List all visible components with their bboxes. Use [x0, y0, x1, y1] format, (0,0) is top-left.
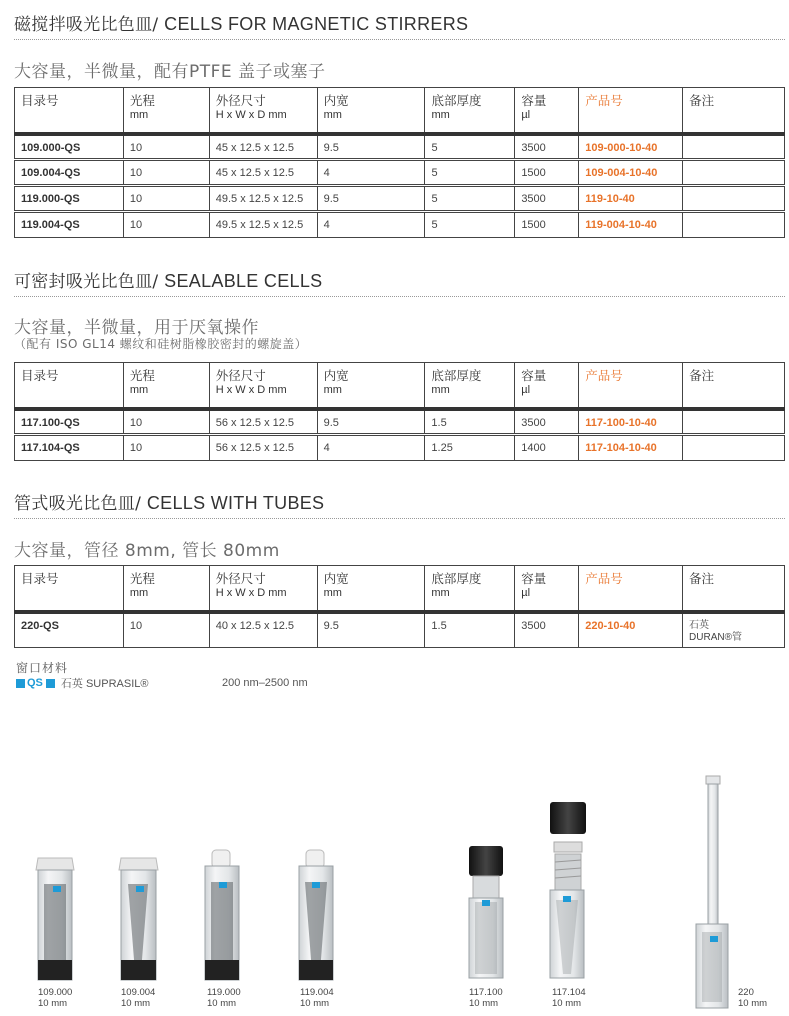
- header-cell: 光程 mm: [123, 363, 209, 409]
- section-subtitle: 大容量，半微量，配有PTFE 盖子或塞子: [14, 62, 326, 82]
- caption-117100: 117.100 10 mm: [469, 987, 503, 1009]
- table-row: 117.100-QS 10 56 x 12.5 x 12.5 9.5 1.5 3500 117-100-10-40: [15, 409, 785, 435]
- legend-code: QS: [27, 677, 43, 689]
- header-cell: 底部厚度 mm: [425, 88, 515, 134]
- legend-range: 200 nm–2500 nm: [222, 677, 308, 689]
- divider: [14, 518, 785, 519]
- section-title-en: CELLS WITH TUBES: [146, 493, 325, 513]
- header-cell: 产品号: [579, 363, 683, 409]
- table-row: 109.000-QS 10 45 x 12.5 x 12.5 9.5 5 3500 109-000-10-40: [15, 134, 785, 160]
- remark-cell: 石英 DURAN®管: [683, 612, 785, 648]
- cuvette-119004-image: [299, 850, 333, 980]
- header-cell: 外径尺寸 H x W x D mm: [209, 363, 317, 409]
- section-title-cn: 可密封吸光比色皿/: [14, 272, 159, 292]
- header-cell: 备注: [683, 363, 785, 409]
- cuvette-109004-image: [119, 858, 158, 980]
- caption-109004: 109.004 10 mm: [121, 987, 156, 1009]
- cuvette-220-image: [696, 776, 728, 1008]
- header-cell: 目录号: [15, 363, 124, 409]
- caption-117104: 117.104 10 mm: [552, 987, 586, 1009]
- header-cell: 底部厚度 mm: [425, 363, 515, 409]
- header-cell: 目录号: [15, 88, 124, 134]
- divider: [14, 39, 785, 40]
- product-images: [0, 760, 789, 1016]
- caption-119000: 119.000 10 mm: [207, 987, 241, 1009]
- header-cell: 目录号: [15, 566, 124, 612]
- legend: [16, 675, 148, 691]
- section-title-cn: 管式吸光比色皿/: [14, 494, 142, 514]
- qs-square-icon: [46, 679, 55, 688]
- qs-square-icon: [16, 679, 25, 688]
- header-cell: 容量 µl: [515, 88, 579, 134]
- section-title-magnetic: [14, 10, 468, 35]
- header-cell: 光程 mm: [123, 566, 209, 612]
- cuvette-109000-image: [36, 858, 74, 980]
- header-cell: 产品号: [579, 88, 683, 134]
- table-row: 119.004-QS 10 49.5 x 12.5 x 12.5 4 5 1500 119-004-10-40: [15, 212, 785, 238]
- section-subtitle: 大容量，半微量，用于厌氧操作: [14, 318, 259, 338]
- spec-table-sealable: [14, 362, 785, 461]
- header-cell: 外径尺寸 H x W x D mm: [209, 566, 317, 612]
- section-subtitle: 大容量，管径 8mm, 管长 80mm: [14, 541, 280, 561]
- section-title-sealable: [14, 267, 322, 292]
- header-cell: 产品号: [579, 566, 683, 612]
- header-cell: 内宽 mm: [317, 566, 425, 612]
- table-header-row: [15, 566, 785, 612]
- cuvette-117100-image: [469, 846, 503, 978]
- cuvette-117104-image: [550, 802, 586, 978]
- header-cell: 内宽 mm: [317, 88, 425, 134]
- header-cell: 备注: [683, 88, 785, 134]
- spec-table-tubes: [14, 565, 785, 648]
- legend-material: 石英 SUPRASIL®: [60, 678, 149, 690]
- divider: [14, 296, 785, 297]
- caption-109000: 109.000 10 mm: [38, 987, 73, 1009]
- table-row: 117.104-QS 10 56 x 12.5 x 12.5 4 1.25 1400 117-104-10-40: [15, 435, 785, 461]
- spec-table-magnetic: [14, 87, 785, 238]
- legend-title: 窗口材料: [16, 661, 69, 675]
- header-cell: 容量 µl: [515, 566, 579, 612]
- table-row: 220-QS 10 40 x 12.5 x 12.5 9.5 1.5 3500 220-10-40 石英 DURAN®管: [15, 612, 785, 648]
- header-cell: 光程 mm: [123, 88, 209, 134]
- section-note: （配有 ISO GL14 螺纹和硅树脂橡胶密封的螺旋盖）: [14, 337, 308, 351]
- table-header-row: [15, 363, 785, 409]
- section-title-tubes: [14, 489, 324, 514]
- header-cell: 外径尺寸 H x W x D mm: [209, 88, 317, 134]
- header-cell: 备注: [683, 566, 785, 612]
- section-title-en: CELLS FOR MAGNETIC STIRRERS: [164, 14, 469, 34]
- table-header-row: [15, 88, 785, 134]
- section-title-cn: 磁搅拌吸光比色皿/: [14, 15, 159, 35]
- caption-220: 220 10 mm: [738, 987, 768, 1009]
- table-row: 109.004-QS 10 45 x 12.5 x 12.5 4 5 1500 109-004-10-40: [15, 160, 785, 186]
- caption-119004: 119.004 10 mm: [300, 987, 334, 1009]
- table-row: 119.000-QS 10 49.5 x 12.5 x 12.5 9.5 5 3500 119-10-40: [15, 186, 785, 212]
- header-cell: 底部厚度 mm: [425, 566, 515, 612]
- section-title-en: SEALABLE CELLS: [164, 271, 323, 291]
- header-cell: 内宽 mm: [317, 363, 425, 409]
- cuvette-119000-image: [205, 850, 239, 980]
- header-cell: 容量 µl: [515, 363, 579, 409]
